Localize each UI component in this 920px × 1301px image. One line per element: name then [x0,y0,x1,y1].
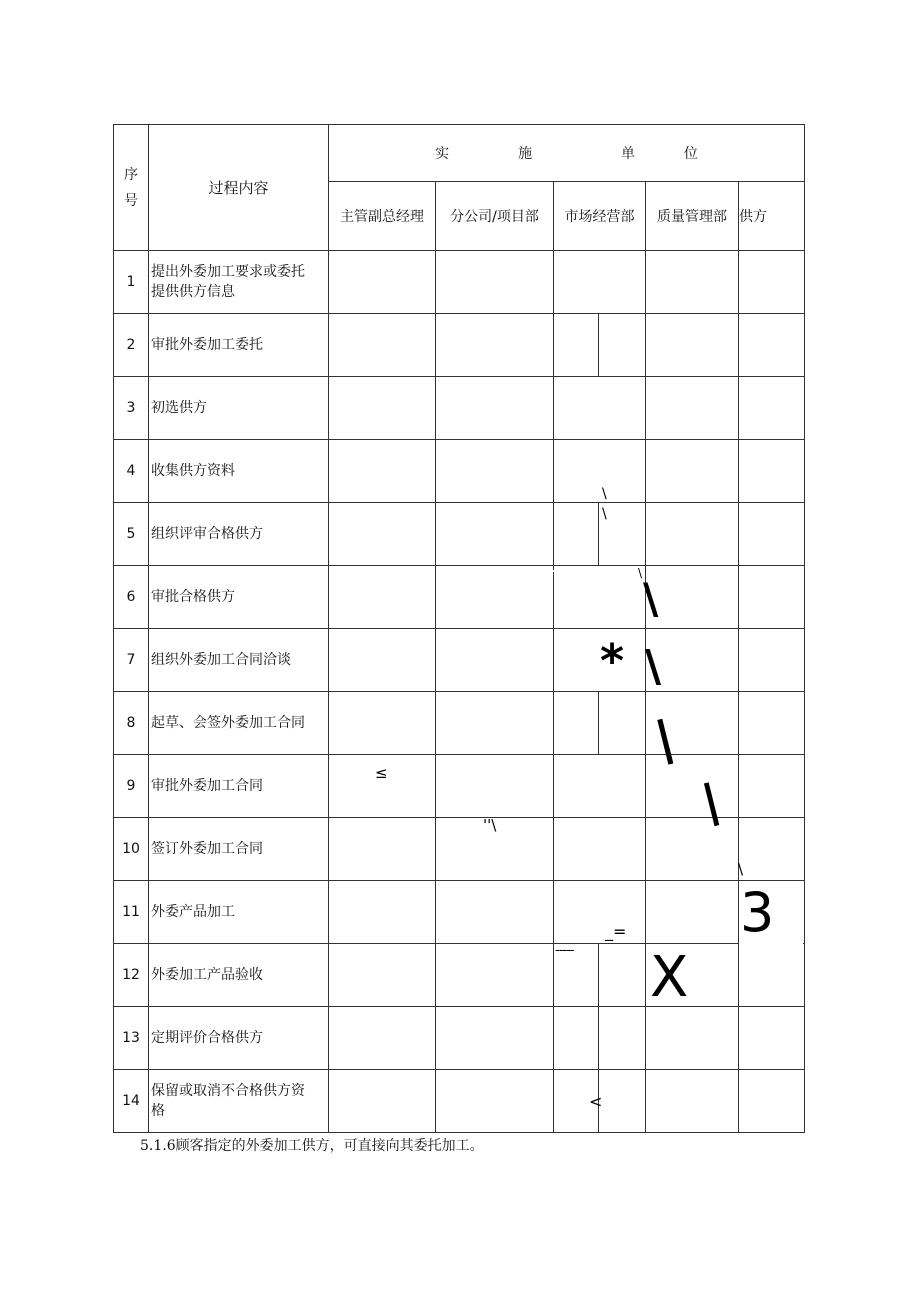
row-number: 8 [114,692,149,755]
mark-backslash: \ [738,860,744,878]
process-text: 保留或取消不合格供方资 [151,1083,305,1099]
cell [646,818,739,881]
cell [739,440,805,503]
cell [554,251,646,314]
row-process: 组织外委加工合同洽谈 [149,629,329,692]
column-header: 市场经营部 [554,182,646,251]
row-number: 7 [114,629,149,692]
cell [646,251,739,314]
row-number: 6 [114,566,149,629]
table-row [114,377,805,440]
mark-quote: ''\ [483,816,497,834]
cell [739,629,805,692]
cell [554,566,646,629]
cell [646,377,739,440]
process-responsibility-table [113,124,805,1133]
table-row [114,251,805,314]
header-units-char-3: 单 [620,146,635,162]
cell [436,629,554,692]
row-process: 审批合格供方 [149,566,329,629]
row-number: 14 [114,1070,149,1133]
cell [554,818,646,881]
header-seq-bottom: 号 [124,192,138,209]
cell [646,881,739,944]
mark-backslash-big: \ [643,574,659,623]
header-units-char-1: 实 [435,146,450,162]
table-row [114,1007,805,1070]
cell [436,692,554,755]
table-row [114,440,805,503]
cell [329,1007,436,1070]
cell [329,881,436,944]
cell [554,377,646,440]
row-process [149,251,329,314]
cell [646,440,739,503]
cell [329,377,436,440]
cell [739,377,805,440]
row-process: 组织评审合格供方 [149,503,329,566]
row-number: 13 [114,1007,149,1070]
mark-backslash: \ [602,506,607,522]
header-units-char-2: 施 [518,146,533,162]
cell [739,1007,805,1070]
column-header: 主管副总经理 [329,182,436,251]
row-process: 审批外委加工委托 [149,314,329,377]
table-row [114,1070,805,1133]
cell [436,314,554,377]
mark-bar: | [649,709,680,767]
grid-gap [553,570,643,572]
column-header: 供方 [739,182,805,251]
cell [646,314,739,377]
table-row [114,314,805,377]
footnote: 5.1.6顾客指定的外委加工供方，可直接向其委托加工。 [140,1138,484,1154]
row-process: 外委加工产品验收 [149,944,329,1007]
cell [329,692,436,755]
row-process [149,1070,329,1133]
cell [554,1007,646,1070]
mark-x: X [650,945,689,1010]
cell [554,755,646,818]
row-number: 2 [114,314,149,377]
cell [329,503,436,566]
header-process: 过程内容 [149,125,329,251]
table-row [114,692,805,755]
cell [554,503,646,566]
cell [646,1070,739,1133]
row-process: 外委产品加工 [149,881,329,944]
mark-dashes: ----- [555,943,574,958]
cell [436,377,554,440]
row-process: 起草、会签外委加工合同 [149,692,329,755]
header-seq-top: 序 [124,166,138,183]
cell [436,1070,554,1133]
mark-lt: < [589,1092,603,1111]
cell [329,440,436,503]
header-implementing-units [329,125,805,182]
mark-leq: ≤ [375,764,388,782]
table-row [114,503,805,566]
row-process: 定期评价合格供方 [149,1007,329,1070]
cell [739,818,805,881]
mark-three: 3 [740,886,775,942]
cell [436,944,554,1007]
cell [554,692,646,755]
cell [329,818,436,881]
row-number: 10 [114,818,149,881]
row-number: 5 [114,503,149,566]
cell [436,566,554,629]
mark-backslash-big: \ [645,641,662,692]
row-number: 9 [114,755,149,818]
process-text: 提供供方信息 [151,284,235,300]
row-number: 4 [114,440,149,503]
cell [739,503,805,566]
cell [739,944,805,1007]
cell [329,314,436,377]
cell [329,566,436,629]
header-units-char-4: 位 [683,146,698,162]
cell [329,944,436,1007]
row-number: 3 [114,377,149,440]
grid-gap [645,758,735,818]
row-number: 12 [114,944,149,1007]
mark-underscore-eq: _= [605,922,627,941]
table-row [114,944,805,1007]
cell [739,566,805,629]
cell [436,440,554,503]
process-text: 提出外委加工要求或委托 [151,264,305,280]
cell [436,503,554,566]
mark-bar: | [696,774,725,829]
table-row [114,566,805,629]
cell [436,251,554,314]
grid-gap [739,943,803,945]
cell [646,503,739,566]
cell [436,1007,554,1070]
cell [739,1070,805,1133]
mark-backslash: \ [602,486,607,502]
cell [554,881,646,944]
cell [436,881,554,944]
row-number: 11 [114,881,149,944]
cell [646,566,739,629]
table-row [114,881,805,944]
cell [739,251,805,314]
table-row [114,629,805,692]
row-process: 签订外委加工合同 [149,818,329,881]
process-text: 格 [151,1103,165,1119]
cell [739,692,805,755]
header-seq [114,125,149,251]
row-process: 初选供方 [149,377,329,440]
row-process: 收集供方资料 [149,440,329,503]
cell [739,314,805,377]
cell [554,440,646,503]
cell [329,1070,436,1133]
cell [436,755,554,818]
row-process: 审批外委加工合同 [149,755,329,818]
cell [329,629,436,692]
cell [739,755,805,818]
mark-backslash: \ [638,566,643,580]
table-row [114,818,805,881]
cell [329,251,436,314]
column-header: 质量管理部 [646,182,739,251]
mark-star: * [600,634,625,688]
row-number: 1 [114,251,149,314]
column-header: 分公司/项目部 [436,182,554,251]
cell [646,1007,739,1070]
cell [554,314,646,377]
